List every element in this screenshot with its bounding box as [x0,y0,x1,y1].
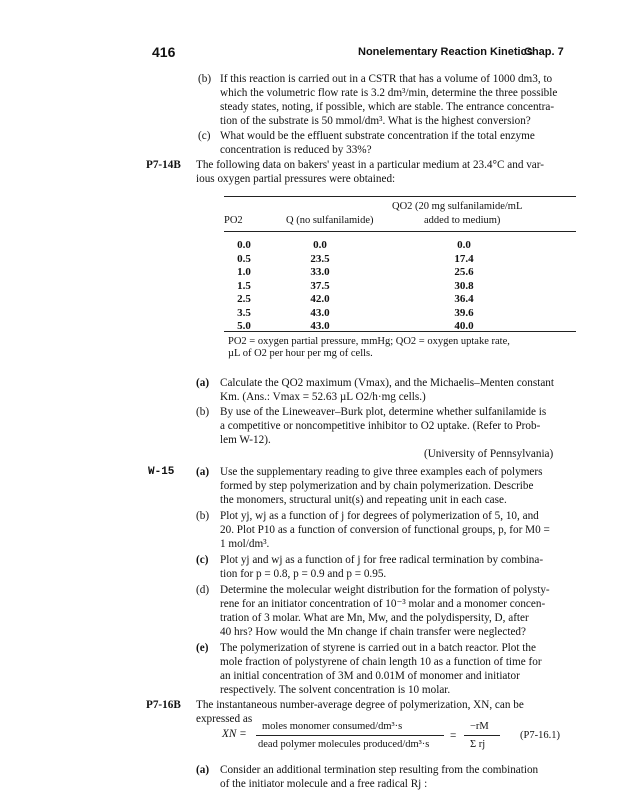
text-line: What would be the effluent substrate concentration if the total enzyme [220,130,535,142]
text-line: an initial concentration of 3M and 0.01M of monomer and initiator [220,670,520,682]
table-cell: 17.4 [454,252,474,265]
table-footnote: PO2 = oxygen partial pressure, mmHg; QO2 = oxygen uptake rate, [228,336,510,347]
item-label: (b) [196,406,210,418]
text-line: which the volumetric flow rate is 3.2 dm³/min, determine the three possible [220,87,558,99]
text-line: Calculate the QO2 maximum (Vmax), and the Michaelis–Menten constant [220,377,554,389]
text-line: 40 hrs? How would the Mn change if chain transfer were neglected? [220,626,526,638]
text-line: tion of the substrate is 50 mmol/dm³. What is the highest conversion? [220,115,531,127]
text-line: steady states, noting, if possible, which are stable. The entrance concentra- [220,101,555,113]
item-label: (c) [196,554,209,566]
text-line: Use the supplementary reading to give three examples each of polymers [220,466,543,478]
page-number: 416 [152,44,176,60]
column-header: PO2 [224,215,243,226]
table-cell: 33.0 [310,266,330,278]
table-cell: 1.0 [237,266,251,278]
table-cell: 1.5 [237,279,251,292]
text-line: expressed as [196,713,253,725]
table-cell: 42.0 [310,293,330,305]
text-line: 20. Plot P10 as a function of conversion of functional groups, p, for M0 = [220,524,550,536]
fraction-bar [464,735,500,736]
table-cell: 40.0 [454,320,474,332]
table-cell: 5.0 [237,320,251,332]
table-cell: 23.5 [310,252,330,265]
column-header: Q (no sulfanilamide) [286,215,374,226]
text-line: respectively. The solvent concentration is 10 molar. [220,684,451,696]
text-line: The instantaneous number-average degree of polymerization, XN, can be [196,699,524,711]
text-line: Plot yj and wj as a function of j for free radical termination by combina- [220,554,544,566]
text-line: lem W-12). [220,434,271,446]
table-cell: 2.5 [237,293,251,305]
text-line: If this reaction is carried out in a CSTR that has a volume of 1000 dm3, to [220,73,553,85]
item-label: (e) [196,642,209,654]
problem-label: P7-14B [146,159,181,171]
item-label: (b) [196,510,210,522]
table-cell: 39.6 [454,306,474,319]
table-bottom-rule [224,331,576,332]
item-label: (d) [196,584,210,596]
table-cell: 43.0 [310,306,330,319]
text-line: Determine the molecular weight distribution for the formation of polysty- [220,584,550,596]
text-line: mole fraction of polystyrene of chain length 10 as a function of time for [220,656,542,668]
fraction-bar [256,735,444,736]
text-line: rene for an initiator concentration of 10⁻³ molar and a monomer concen- [220,598,546,610]
table-cell: 43.0 [310,320,330,332]
item-label: (a) [196,377,210,389]
text-line: tion for p = 0.8, p = 0.9 and p = 0.95. [220,568,387,580]
text-line: tration of 3 molar. What are Mn, Mw, and the polydispersity, D, after [220,612,529,624]
problem-label: W-15 [148,466,175,478]
equation-numerator: moles monomer consumed/dm³·s [262,721,403,732]
equation-number: (P7-16.1) [520,730,560,741]
text-line: the monomers, structural unit(s) and repeating unit in each case. [220,494,507,506]
text-line: formed by step polymerization and by chain polymerization. Describe [220,480,534,492]
table-cell: 36.4 [454,293,474,305]
item-label: (a) [196,466,210,478]
column-header: QO2 (20 mg sulfanilamide/mL [392,201,523,212]
equation-lhs: XN = [222,728,247,740]
text-line: Km. (Ans.: Vmax = 52.63 µL O2/h·mg cells.) [220,391,426,403]
table-cell: 37.5 [310,279,330,292]
table-cell: 3.5 [237,306,251,319]
table-cell: 30.8 [454,279,474,292]
table-header-rule [224,231,576,232]
equation-equals: = [450,730,457,742]
table-cell: 0.0 [457,239,471,251]
item-label: (c) [198,130,211,142]
problem-label: P7-16B [146,699,181,711]
text-line: Consider an additional termination step resulting from the combination [220,764,539,776]
text-line: concentration is reduced by 33%? [220,144,372,156]
item-label: (b) [198,73,212,85]
equation-denominator: dead polymer molecules produced/dm³·s [258,739,430,750]
table-cell: 0.0 [237,239,251,251]
text-line: of the initiator molecule and a free radical Rj : [220,778,428,790]
table-top-rule [224,196,576,197]
table-cell: 25.6 [454,266,474,278]
text-line: a competitive or noncompetitive inhibitor to O2 uptake. (Refer to Prob- [220,420,541,432]
chapter-label: Chap. 7 [524,46,564,58]
text-line: 1 mol/dm³. [220,538,270,550]
text-line: ious oxygen partial pressures were obtained: [196,173,396,185]
text-line: The following data on bakers' yeast in a particular medium at 23.4°C and var- [196,159,544,171]
table-cell: 0.5 [237,252,251,265]
text-line: Plot yj, wj as a function of j for degrees of polymerization of 5, 10, and [220,510,539,522]
item-label: (a) [196,764,210,776]
equation-rhs-denominator: Σ rj [470,739,486,750]
text-line: By use of the Lineweaver–Burk plot, determine whether sulfanilamide is [220,406,547,418]
equation-rhs-numerator: −rM [470,721,489,732]
column-header: added to medium) [424,215,501,226]
text-line: The polymerization of styrene is carried out in a batch reactor. Plot the [220,642,536,654]
running-title: Nonelementary Reaction Kinetics [358,46,533,58]
table-footnote: µL of O2 per hour per mg of cells. [228,348,373,359]
source-credit: (University of Pennsylvania) [424,448,554,460]
table-cell: 0.0 [313,239,327,251]
